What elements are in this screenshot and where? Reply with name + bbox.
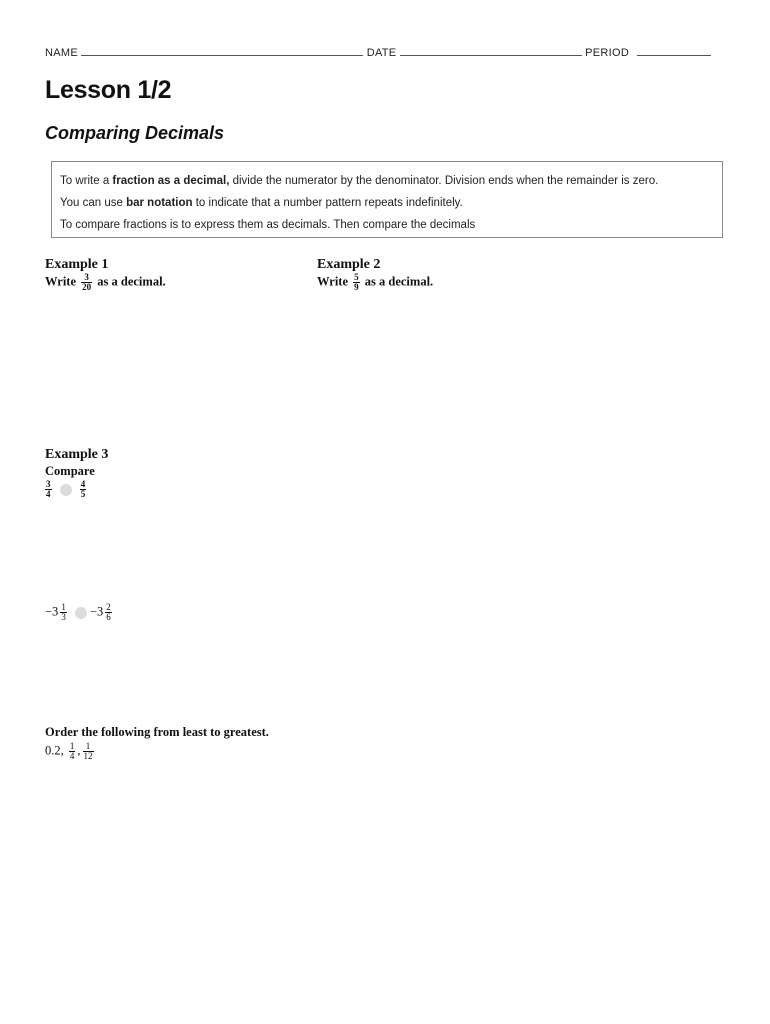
order-items: 0.2, $\frac{1}{4}$ , $\frac{1}{12}$ [45,741,93,761]
name-blank[interactable] [81,46,363,56]
compare-label: Compare [45,464,95,478]
header-fields [45,46,725,59]
example-2-prompt: Write $\frac{5}{9}$ as a decimal. [317,272,434,292]
date-blank[interactable] [400,46,582,56]
date-label: DATE [366,47,397,59]
info-box [51,161,723,238]
info-line-2: You can use bar notation to indicate that a number pattern repeats indefinitely. [60,197,463,209]
fraction: $\frac{5}{9}$ [354,272,359,292]
term-bar-notation: bar notation [126,197,193,209]
compare-item-2: −3 $\frac{1}{3}$ −3 $\frac{2}{6}$ [45,602,111,622]
lesson-title: Lesson 1/2 [45,76,172,104]
compare-item-1 [43,480,88,499]
order-label: Order the following from least to greatest. [45,725,269,739]
name-label: NAME [45,47,78,59]
fraction: $\frac{3}{20}$ [82,272,92,292]
example-1-heading: Example 1 [45,257,109,272]
fraction: $\frac{1}{4}$ [69,741,75,761]
fraction: $\frac{4}{5}$ [80,479,86,499]
fraction: $\frac{2}{6}$ [106,602,111,622]
fraction: $\frac{3}{4}$ [46,479,51,499]
fraction: $\frac{1}{12}$ [83,741,93,761]
example-2-heading: Example 2 [317,257,381,272]
compare-answer-circle[interactable] [75,607,87,619]
info-line-3: To compare fractions is to express them as decimals. Then compare the decimals [60,219,476,231]
info-line-1: To write a fraction as a decimal, divide the numerator by the denominator. Division ends when the remainder is zero. [60,175,659,187]
example-1-prompt: Write $\frac{3}{20}$ as a decimal. [45,272,166,292]
lesson-subtitle: Comparing Decimals [45,123,225,143]
compare-answer-circle[interactable] [60,484,72,496]
period-label: PERIOD [585,47,630,59]
fraction: $\frac{1}{3}$ [61,602,66,622]
period-blank[interactable] [637,46,711,56]
example-3-heading: Example 3 [45,447,109,462]
term-fraction-as-decimal: fraction as a decimal, [112,175,230,187]
